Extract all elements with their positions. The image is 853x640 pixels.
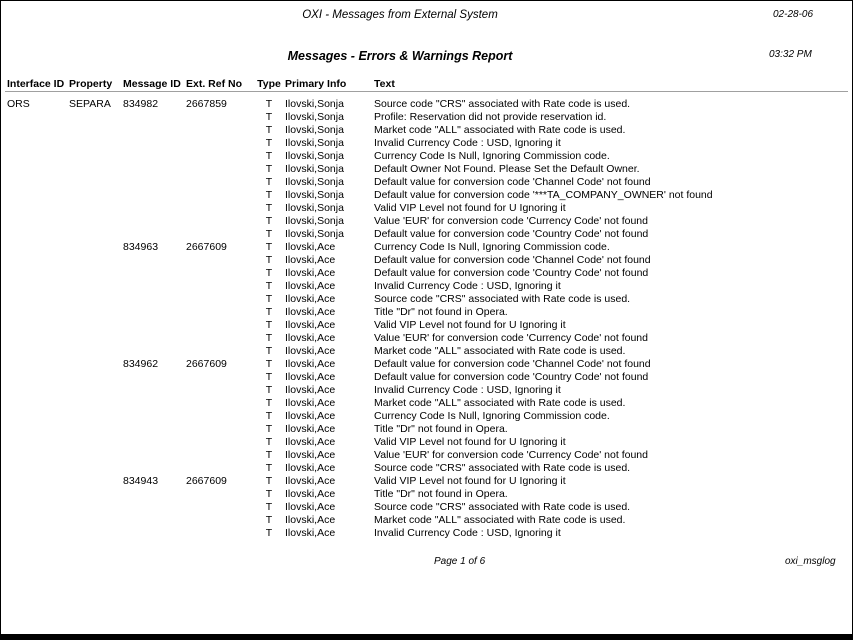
table-row bbox=[1, 98, 852, 111]
cell-primary-info: Ilovski,Ace bbox=[285, 345, 336, 357]
cell-type: T bbox=[265, 332, 273, 344]
cell-text: Valid VIP Level not found for U Ignoring it bbox=[374, 319, 566, 331]
cell-primary-info: Ilovski,Ace bbox=[285, 254, 336, 266]
column-header-primary-info: Primary Info bbox=[285, 78, 347, 90]
cell-text: Valid VIP Level not found for U Ignoring it bbox=[374, 202, 566, 214]
cell-primary-info: Ilovski,Sonja bbox=[285, 176, 344, 188]
cell-text: Default Owner Not Found. Please Set the Default Owner. bbox=[374, 163, 640, 175]
table-row bbox=[1, 514, 852, 527]
cell-property: SEPARA bbox=[69, 98, 111, 110]
table-row bbox=[1, 371, 852, 384]
cell-primary-info: Ilovski,Ace bbox=[285, 280, 336, 292]
cell-text: Invalid Currency Code : USD, Ignoring it bbox=[374, 527, 561, 539]
table-row bbox=[1, 475, 852, 488]
cell-type: T bbox=[265, 423, 273, 435]
cell-text: Source code "CRS" associated with Rate code is used. bbox=[374, 293, 631, 305]
cell-primary-info: Ilovski,Sonja bbox=[285, 215, 344, 227]
table-row bbox=[1, 163, 852, 176]
cell-type: T bbox=[265, 137, 273, 149]
cell-type: T bbox=[265, 514, 273, 526]
cell-text: Valid VIP Level not found for U Ignoring it bbox=[374, 475, 566, 487]
page-indicator: Page 1 of 6 bbox=[434, 556, 486, 567]
cell-type: T bbox=[265, 215, 273, 227]
cell-type: T bbox=[265, 176, 273, 188]
cell-text: Source code "CRS" associated with Rate code is used. bbox=[374, 462, 631, 474]
table-row bbox=[1, 124, 852, 137]
cell-ext-ref-no: 2667609 bbox=[186, 241, 227, 253]
cell-primary-info: Ilovski,Ace bbox=[285, 527, 336, 539]
cell-type: T bbox=[265, 98, 273, 110]
cell-text: Title "Dr" not found in Opera. bbox=[374, 488, 508, 500]
column-header-property: Property bbox=[69, 78, 113, 90]
cell-primary-info: Ilovski,Ace bbox=[285, 332, 336, 344]
cell-text: Valid VIP Level not found for U Ignoring it bbox=[374, 436, 566, 448]
cell-text: Market code "ALL" associated with Rate code is used. bbox=[374, 514, 626, 526]
cell-text: Title "Dr" not found in Opera. bbox=[374, 423, 508, 435]
table-body bbox=[1, 98, 852, 540]
report-date: 02-28-06 bbox=[773, 9, 814, 20]
cell-text: Default value for conversion code 'Country Code' not found bbox=[374, 228, 649, 240]
table-row bbox=[1, 319, 852, 332]
cell-type: T bbox=[265, 241, 273, 253]
cell-text: Source code "CRS" associated with Rate code is used. bbox=[374, 501, 631, 513]
table-row bbox=[1, 384, 852, 397]
table-row bbox=[1, 293, 852, 306]
table-row bbox=[1, 111, 852, 124]
cell-type: T bbox=[265, 293, 273, 305]
cell-primary-info: Ilovski,Ace bbox=[285, 514, 336, 526]
report-subtitle: Messages - Errors & Warnings Report bbox=[287, 49, 513, 63]
cell-primary-info: Ilovski,Sonja bbox=[285, 202, 344, 214]
cell-primary-info: Ilovski,Ace bbox=[285, 436, 336, 448]
cell-primary-info: Ilovski,Sonja bbox=[285, 111, 344, 123]
cell-ext-ref-no: 2667609 bbox=[186, 358, 227, 370]
cell-primary-info: Ilovski,Sonja bbox=[285, 163, 344, 175]
column-header-type: Type bbox=[257, 78, 281, 90]
table-row bbox=[1, 150, 852, 163]
cell-type: T bbox=[265, 345, 273, 357]
cell-type: T bbox=[265, 488, 273, 500]
report-id: oxi_msglog bbox=[785, 556, 836, 567]
table-row bbox=[1, 176, 852, 189]
table-row bbox=[1, 488, 852, 501]
cell-text: Default value for conversion code 'Country Code' not found bbox=[374, 371, 649, 383]
column-header-interface-id: Interface ID bbox=[7, 78, 65, 90]
cell-ext-ref-no: 2667859 bbox=[186, 98, 227, 110]
cell-text: Value 'EUR' for conversion code 'Currency Code' not found bbox=[374, 215, 648, 227]
cell-text: Invalid Currency Code : USD, Ignoring it bbox=[374, 280, 561, 292]
cell-text: Source code "CRS" associated with Rate code is used. bbox=[374, 98, 631, 110]
cell-type: T bbox=[265, 189, 273, 201]
cell-message-id: 834982 bbox=[123, 98, 159, 110]
cell-type: T bbox=[265, 475, 273, 487]
cell-primary-info: Ilovski,Ace bbox=[285, 371, 336, 383]
table-row bbox=[1, 280, 852, 293]
cell-primary-info: Ilovski,Ace bbox=[285, 293, 336, 305]
cell-primary-info: Ilovski,Ace bbox=[285, 241, 336, 253]
cell-type: T bbox=[265, 436, 273, 448]
column-header-text: Text bbox=[374, 78, 395, 90]
cell-text: Currency Code Is Null, Ignoring Commission code. bbox=[374, 410, 610, 422]
cell-type: T bbox=[265, 462, 273, 474]
table-row bbox=[1, 397, 852, 410]
cell-primary-info: Ilovski,Ace bbox=[285, 501, 336, 513]
cell-primary-info: Ilovski,Ace bbox=[285, 410, 336, 422]
table-row bbox=[1, 202, 852, 215]
cell-text: Profile: Reservation did not provide reservation id. bbox=[374, 111, 607, 123]
cell-type: T bbox=[265, 397, 273, 409]
cell-primary-info: Ilovski,Sonja bbox=[285, 150, 344, 162]
cell-text: Invalid Currency Code : USD, Ignoring it bbox=[374, 384, 561, 396]
table-row bbox=[1, 462, 852, 475]
cell-text: Default value for conversion code 'Country Code' not found bbox=[374, 267, 649, 279]
table-row bbox=[1, 137, 852, 150]
cell-type: T bbox=[265, 150, 273, 162]
cell-type: T bbox=[265, 254, 273, 266]
cell-type: T bbox=[265, 280, 273, 292]
column-header-ext-ref-no: Ext. Ref No bbox=[186, 78, 243, 90]
cell-text: Default value for conversion code 'Channel Code' not found bbox=[374, 254, 651, 266]
table-row bbox=[1, 358, 852, 371]
table-row bbox=[1, 449, 852, 462]
cell-message-id: 834962 bbox=[123, 358, 159, 370]
cell-type: T bbox=[265, 163, 273, 175]
cell-message-id: 834963 bbox=[123, 241, 159, 253]
cell-type: T bbox=[265, 449, 273, 461]
report-title: OXI - Messages from External System bbox=[302, 9, 498, 21]
cell-type: T bbox=[265, 501, 273, 513]
table-row bbox=[1, 267, 852, 280]
table-row bbox=[1, 436, 852, 449]
cell-primary-info: Ilovski,Ace bbox=[285, 358, 336, 370]
cell-text: Market code "ALL" associated with Rate code is used. bbox=[374, 345, 626, 357]
cell-primary-info: Ilovski,Sonja bbox=[285, 189, 344, 201]
cell-type: T bbox=[265, 384, 273, 396]
cell-primary-info: Ilovski,Ace bbox=[285, 462, 336, 474]
cell-type: T bbox=[265, 306, 273, 318]
cell-primary-info: Ilovski,Ace bbox=[285, 267, 336, 279]
column-header-message-id: Message ID bbox=[123, 78, 181, 90]
cell-interface-id: ORS bbox=[7, 98, 30, 110]
table-row bbox=[1, 423, 852, 436]
cell-primary-info: Ilovski,Sonja bbox=[285, 228, 344, 240]
cell-primary-info: Ilovski,Sonja bbox=[285, 124, 344, 136]
cell-text: Invalid Currency Code : USD, Ignoring it bbox=[374, 137, 561, 149]
cell-type: T bbox=[265, 267, 273, 279]
report-time: 03:32 PM bbox=[769, 49, 812, 60]
cell-ext-ref-no: 2667609 bbox=[186, 475, 227, 487]
table-row bbox=[1, 527, 852, 540]
cell-message-id: 834943 bbox=[123, 475, 159, 487]
cell-type: T bbox=[265, 527, 273, 539]
cell-type: T bbox=[265, 371, 273, 383]
cell-text: Market code "ALL" associated with Rate code is used. bbox=[374, 124, 626, 136]
cell-primary-info: Ilovski,Ace bbox=[285, 397, 336, 409]
table-row bbox=[1, 345, 852, 358]
cell-primary-info: Ilovski,Sonja bbox=[285, 137, 344, 149]
cell-primary-info: Ilovski,Ace bbox=[285, 449, 336, 461]
table-row bbox=[1, 306, 852, 319]
cell-type: T bbox=[265, 202, 273, 214]
cell-text: Value 'EUR' for conversion code 'Currency Code' not found bbox=[374, 449, 648, 461]
cell-text: Currency Code Is Null, Ignoring Commission code. bbox=[374, 241, 610, 253]
table-row bbox=[1, 241, 852, 254]
cell-text: Value 'EUR' for conversion code 'Currency Code' not found bbox=[374, 332, 648, 344]
cell-primary-info: Ilovski,Ace bbox=[285, 384, 336, 396]
cell-type: T bbox=[265, 358, 273, 370]
cell-text: Default value for conversion code 'Channel Code' not found bbox=[374, 176, 651, 188]
cell-primary-info: Ilovski,Ace bbox=[285, 319, 336, 331]
cell-primary-info: Ilovski,Ace bbox=[285, 423, 336, 435]
table-row bbox=[1, 254, 852, 267]
table-row bbox=[1, 228, 852, 241]
bottom-bar bbox=[1, 634, 852, 639]
cell-text: Market code "ALL" associated with Rate code is used. bbox=[374, 397, 626, 409]
header-rule-divider bbox=[5, 91, 848, 92]
cell-text: Default value for conversion code '***TA_COMPANY_OWNER' not found bbox=[374, 189, 713, 201]
table-row bbox=[1, 215, 852, 228]
column-header-row bbox=[1, 78, 852, 91]
cell-text: Default value for conversion code 'Channel Code' not found bbox=[374, 358, 651, 370]
cell-type: T bbox=[265, 111, 273, 123]
table-row bbox=[1, 189, 852, 202]
cell-type: T bbox=[265, 410, 273, 422]
table-row bbox=[1, 332, 852, 345]
cell-type: T bbox=[265, 124, 273, 136]
cell-type: T bbox=[265, 319, 273, 331]
cell-primary-info: Ilovski,Ace bbox=[285, 306, 336, 318]
cell-primary-info: Ilovski,Ace bbox=[285, 488, 336, 500]
table-row bbox=[1, 410, 852, 423]
cell-text: Currency Code Is Null, Ignoring Commission code. bbox=[374, 150, 610, 162]
cell-primary-info: Ilovski,Ace bbox=[285, 475, 336, 487]
cell-text: Title "Dr" not found in Opera. bbox=[374, 306, 508, 318]
table-row bbox=[1, 501, 852, 514]
cell-type: T bbox=[265, 228, 273, 240]
cell-primary-info: Ilovski,Sonja bbox=[285, 98, 344, 110]
